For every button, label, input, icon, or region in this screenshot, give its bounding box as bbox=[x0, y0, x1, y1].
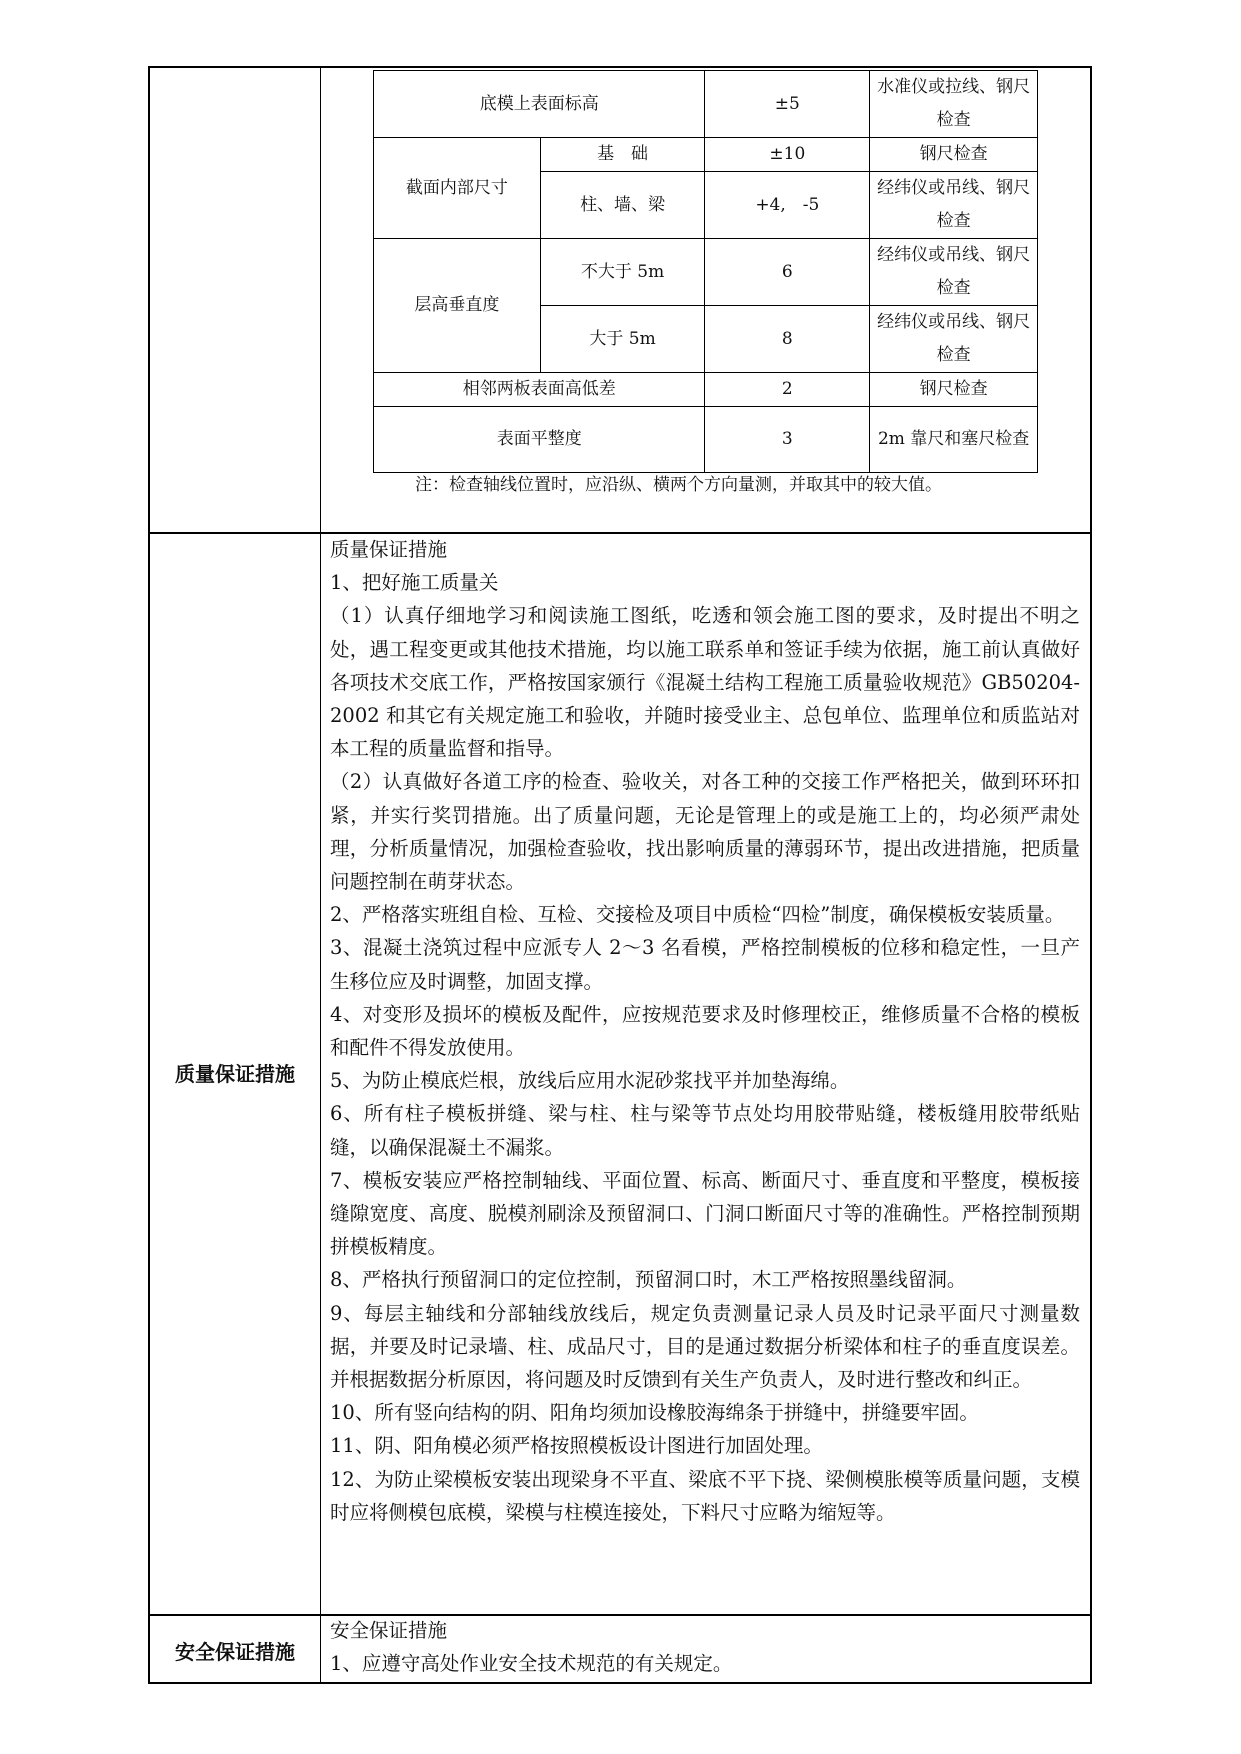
paragraph: 安全保证措施 bbox=[330, 1619, 448, 1642]
table-cell: 底模上表面标高 bbox=[374, 71, 705, 138]
table-cell: +4, -5 bbox=[705, 172, 870, 239]
table-cell: 钢尺检查 bbox=[870, 138, 1038, 172]
paragraph: 2、严格落实班组自检、互检、交接检及项目中质检“四检”制度，确保模板安装质量。 bbox=[330, 903, 1065, 927]
paragraph: 11、阴、阳角模必须严格按照模板设计图进行加固处理。 bbox=[330, 1434, 823, 1458]
paragraph: 1、把好施工质量关 bbox=[330, 571, 499, 595]
table-cell: 柱、墙、梁 bbox=[540, 172, 705, 239]
paragraph: 质量保证措施 bbox=[330, 538, 448, 561]
table-cell: 经纬仪或吊线、钢尺检查 bbox=[870, 239, 1038, 306]
quality-section-body bbox=[330, 533, 1080, 1529]
table-cell: 3 bbox=[705, 407, 870, 473]
table-row bbox=[374, 138, 1038, 172]
table-row bbox=[374, 373, 1038, 407]
table-row bbox=[374, 407, 1038, 473]
paragraph: 8、严格执行预留洞口的定位控制，预留洞口时，木工严格按照墨线留洞。 bbox=[330, 1268, 967, 1292]
table-cell: 层高垂直度 bbox=[374, 239, 541, 373]
tolerance-table bbox=[373, 70, 1038, 473]
safety-section-label: 安全保证措施 bbox=[175, 1640, 295, 1664]
paragraph: 4、对变形及损坏的模板及配件，应按规范要求及时修理校正，维修质量不合格的模板和配件不得发放使用。 bbox=[330, 1002, 1080, 1060]
table-row bbox=[374, 71, 1038, 138]
paragraph: 10、所有竖向结构的阴、阳角均须加设橡胶海绵条于拼缝中，拼缝要牢固。 bbox=[330, 1401, 979, 1425]
table-cell: 截面内部尺寸 bbox=[374, 138, 541, 239]
table-cell: 不大于 5m bbox=[540, 239, 705, 306]
table-cell: 经纬仪或吊线、钢尺检查 bbox=[870, 172, 1038, 239]
paragraph: 12、为防止梁模板安装出现梁身不平直、梁底不平下挠、梁侧模胀模等质量问题，支模时应将侧模包底模，梁模与柱模连接处，下料尺寸应略为缩短等。 bbox=[330, 1467, 1080, 1524]
table-cell: 钢尺检查 bbox=[870, 373, 1038, 407]
table-note: 注：检查轴线位置时，应沿纵、横两个方向量测，并取其中的较大值。 bbox=[415, 475, 942, 495]
paragraph: 5、为防止模底烂根，放线后应用水泥砂浆找平并加垫海绵。 bbox=[330, 1069, 850, 1093]
table-cell: 6 bbox=[705, 239, 870, 306]
column-divider bbox=[320, 68, 321, 1682]
table-cell: 经纬仪或吊线、钢尺检查 bbox=[870, 306, 1038, 373]
table-cell: 水准仪或拉线、钢尺检查 bbox=[870, 71, 1038, 138]
safety-section-body bbox=[330, 1614, 1080, 1680]
table-cell: 2 bbox=[705, 373, 870, 407]
table-cell: ±5 bbox=[705, 71, 870, 138]
paragraph: （1）认真仔细地学习和阅读施工图纸，吃透和领会施工图的要求，及时提出不明之处，遇工程变更或其他技术措施，均以施工联系单和签证手续为依据，施工前认真做好各项技术交底工作，严格按国家颁行《混凝土结构工程施工质量验收规范》GB50204-2002 和其它有关规定施工和验收，并随时接受业主、总包单位、监理单位和质监站对本工程的质量监督和指导。 bbox=[330, 604, 1080, 761]
table-cell: 8 bbox=[705, 306, 870, 373]
table-cell: ±10 bbox=[705, 138, 870, 172]
table-row bbox=[374, 239, 1038, 306]
paragraph: 6、所有柱子模板拼缝、梁与柱、柱与梁等节点处均用胶带贴缝，楼板缝用胶带纸贴缝，以确保混凝土不漏浆。 bbox=[330, 1102, 1080, 1159]
paragraph: 7、模板安装应严格控制轴线、平面位置、标高、断面尺寸、垂直度和平整度，模板接缝隙宽度、高度、脱模剂刷涂及预留洞口、门洞口断面尺寸等的准确性。严格控制预期拼模板精度。 bbox=[330, 1168, 1080, 1259]
paragraph: 1、应遵守高处作业安全技术规范的有关规定。 bbox=[330, 1652, 733, 1676]
table-cell: 相邻两板表面高低差 bbox=[374, 373, 705, 407]
paragraph: （2）认真做好各道工序的检查、验收关，对各工种的交接工作严格把关，做到环环扣紧，并实行奖罚措施。出了质量问题，无论是管理上的或是施工上的，均必须严肃处理，分析质量情况，加强检查验收，找出影响质量的薄弱环节，提出改进措施，把质量问题控制在萌芽状态。 bbox=[330, 770, 1080, 894]
paragraph: 3、混凝土浇筑过程中应派专人 2～3 名看模，严格控制模板的位移和稳定性，一旦产生移位应及时调整，加固支撑。 bbox=[330, 936, 1080, 993]
table-cell: 表面平整度 bbox=[374, 407, 705, 473]
table-cell: 2m 靠尺和塞尺检查 bbox=[870, 407, 1038, 473]
table-cell: 大于 5m bbox=[540, 306, 705, 373]
table-cell: 基 础 bbox=[540, 138, 705, 172]
quality-section-label: 质量保证措施 bbox=[175, 1062, 295, 1086]
paragraph: 9、每层主轴线和分部轴线放线后，规定负责测量记录人员及时记录平面尺寸测量数据，并要及时记录墙、柱、成品尺寸，目的是通过数据分析梁体和柱子的垂直度误差。并根据数据分析原因，将问题及时反馈到有关生产负责人，及时进行整改和纠正。 bbox=[330, 1301, 1080, 1392]
